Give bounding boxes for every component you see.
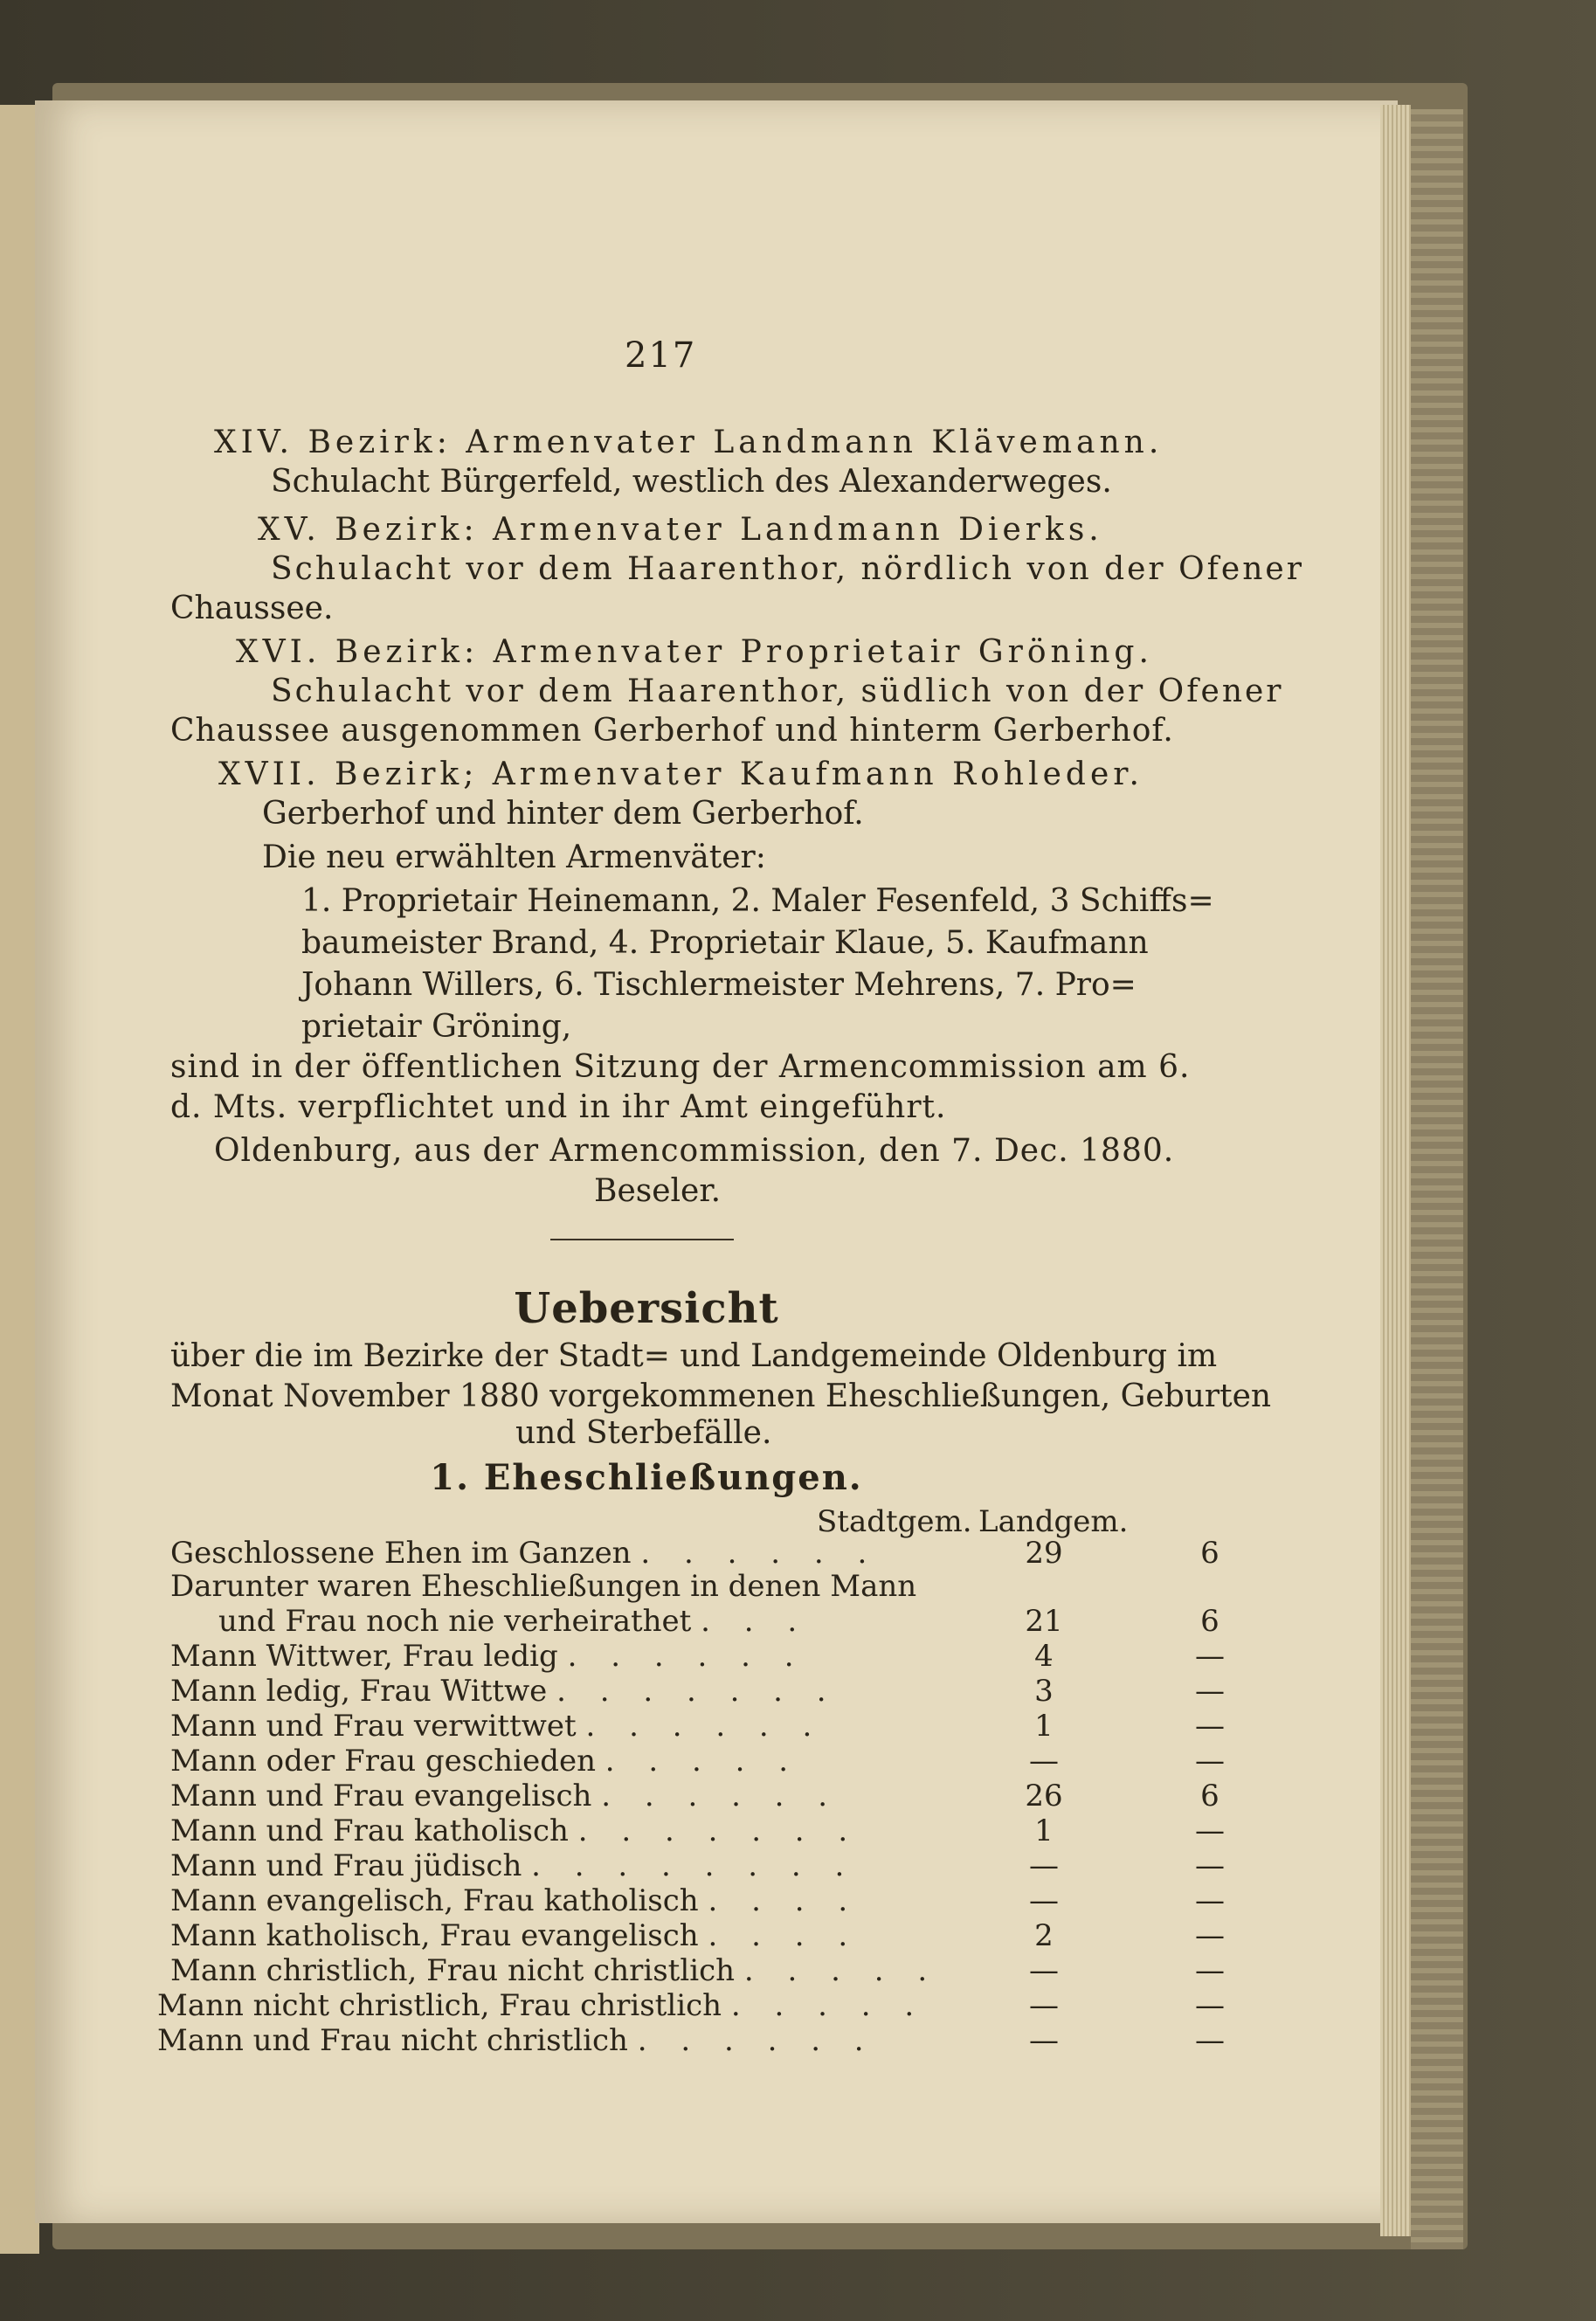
- table-row: [170, 1709, 1393, 1744]
- table-row: [170, 1918, 1393, 1953]
- leader-dots: . . . . . . .: [556, 1674, 839, 1709]
- cell-land: 6: [1200, 1536, 1219, 1571]
- row-label: Geschlossene Ehen im Ganzen: [170, 1536, 632, 1571]
- cell-land: —: [1195, 1744, 1225, 1779]
- new-elected-line: Johann Willers, 6. Tischlermeister Mehrens, 7. Pro=: [301, 967, 1137, 1003]
- cell-land: —: [1195, 1813, 1225, 1848]
- cell-stadt: 26: [1025, 1779, 1063, 1813]
- section-divider: [550, 1239, 734, 1240]
- cell-stadt: 1: [1034, 1813, 1054, 1848]
- district-16-body: Schulacht vor dem Haarenthor, südlich von der Ofener: [271, 674, 1284, 709]
- cell-stadt: —: [1029, 1988, 1059, 2023]
- cell-land: 6: [1200, 1779, 1219, 1813]
- cell-stadt: —: [1029, 1883, 1059, 1918]
- row-label: Mann und Frau katholisch: [170, 1813, 569, 1848]
- table-row: [157, 2023, 1380, 2058]
- district-14-body: Schulacht Bürgerfeld, westlich des Alexanderweges.: [271, 464, 1112, 500]
- cell-stadt: 2: [1034, 1918, 1054, 1953]
- cell-land: —: [1195, 1988, 1225, 2023]
- leader-dots: . . . . . .: [567, 1639, 806, 1674]
- table-row: [170, 1883, 1393, 1918]
- leader-dots: . . . . .: [605, 1744, 801, 1779]
- cell-stadt: —: [1029, 1744, 1059, 1779]
- row-label: Mann evangelisch, Frau katholisch: [170, 1883, 699, 1918]
- cell-land: —: [1195, 1674, 1225, 1709]
- row-label: Darunter waren Eheschließungen in denen Mann: [170, 1569, 917, 1604]
- overview-subtitle-line: Monat November 1880 vorgekommenen Eheschließungen, Geburten: [170, 1378, 1272, 1414]
- leader-dots: . . . . . .: [637, 2023, 876, 2058]
- cell-land: —: [1195, 1953, 1225, 1988]
- leader-dots: . . . . .: [730, 1988, 927, 2023]
- new-elected-heading: Die neu erwählten Armenväter:: [262, 839, 766, 875]
- row-label: Mann ledig, Frau Wittwe: [170, 1674, 548, 1709]
- signature-name: Beseler.: [594, 1173, 722, 1209]
- closing-line: sind in der öffentlichen Sitzung der Armencommission am 6.: [170, 1049, 1191, 1085]
- closing-line: d. Mts. verpflichtet und in ihr Amt eingeführt.: [170, 1089, 947, 1125]
- cell-stadt: 3: [1034, 1674, 1054, 1709]
- leader-dots: . . . . . .: [640, 1536, 880, 1571]
- table-row: [170, 1744, 1393, 1779]
- page-number: 217: [625, 335, 697, 376]
- cell-stadt: —: [1029, 1848, 1059, 1883]
- cell-stadt: —: [1029, 2023, 1059, 2058]
- table-row: [170, 1604, 1393, 1639]
- leader-dots: . . . . . . .: [577, 1813, 860, 1848]
- district-15-body: Schulacht vor dem Haarenthor, nördlich von der Ofener: [271, 551, 1304, 587]
- signature-place-date: Oldenburg, aus der Armencommission, den 7. Dec. 1880.: [214, 1133, 1175, 1169]
- column-header-landgem: Landgem.: [978, 1504, 1129, 1539]
- district-15-body-cont: Chaussee.: [170, 591, 334, 626]
- cell-land: —: [1195, 1883, 1225, 1918]
- row-label: und Frau noch nie verheirathet: [218, 1604, 692, 1639]
- new-elected-line: 1. Proprietair Heinemann, 2. Maler Fesenfeld, 3 Schiffs=: [301, 883, 1214, 919]
- leader-dots: . . . . . .: [601, 1779, 840, 1813]
- row-label: Mann nicht christlich, Frau christlich: [157, 1988, 722, 2023]
- column-header-stadtgem: Stadtgem.: [817, 1504, 972, 1539]
- table-row: [170, 1848, 1393, 1883]
- overview-subtitle-line: über die im Bezirke der Stadt= und Landgemeinde Oldenburg im: [170, 1338, 1218, 1374]
- cell-land: —: [1195, 2023, 1225, 2058]
- row-label: Mann und Frau verwittwet: [170, 1709, 577, 1744]
- leader-dots: . . . . .: [743, 1953, 940, 1988]
- row-label: Mann christlich, Frau nicht christlich: [170, 1953, 736, 1988]
- cell-land: —: [1195, 1848, 1225, 1883]
- table-row: [157, 1988, 1380, 2023]
- leader-dots: . . .: [701, 1604, 810, 1639]
- district-16-body-cont: Chaussee ausgenommen Gerberhof und hinterm Gerberhof.: [170, 713, 1174, 749]
- cell-land: —: [1195, 1639, 1225, 1674]
- section-heading: 1. Eheschließungen.: [430, 1457, 863, 1498]
- cell-land: —: [1195, 1709, 1225, 1744]
- table-row: [170, 1569, 1393, 1604]
- row-label: Mann und Frau jüdisch: [170, 1848, 522, 1883]
- row-label: Mann und Frau nicht christlich: [157, 2023, 628, 2058]
- district-17-body: Gerberhof und hinter dem Gerberhof.: [262, 796, 864, 832]
- row-label: Mann Wittwer, Frau ledig: [170, 1639, 558, 1674]
- row-label: Mann und Frau evangelisch: [170, 1779, 592, 1813]
- cell-stadt: —: [1029, 1953, 1059, 1988]
- cell-stadt: 21: [1025, 1604, 1063, 1639]
- row-label: Mann katholisch, Frau evangelisch: [170, 1918, 699, 1953]
- leader-dots: . . . .: [708, 1883, 860, 1918]
- overview-subtitle-line: und Sterbefälle.: [515, 1415, 772, 1451]
- table-row: [170, 1953, 1393, 1988]
- new-elected-line: prietair Gröning,: [301, 1009, 572, 1045]
- cell-stadt: 4: [1034, 1639, 1054, 1674]
- table-row: [170, 1639, 1393, 1674]
- book-spine: [1411, 109, 1463, 2249]
- row-label: Mann oder Frau geschieden: [170, 1744, 596, 1779]
- cell-land: —: [1195, 1918, 1225, 1953]
- new-elected-line: baumeister Brand, 4. Proprietair Klaue, 5. Kaufmann: [301, 925, 1149, 961]
- table-row: [170, 1536, 1393, 1571]
- cell-stadt: 1: [1034, 1709, 1054, 1744]
- facing-page-edge: [0, 105, 39, 2254]
- leader-dots: . . . . . . . .: [531, 1848, 857, 1883]
- district-17-heading: XVII. Bezirk; Armenvater Kaufmann Rohleder.: [218, 756, 1143, 792]
- table-row: [170, 1813, 1393, 1848]
- district-16-heading: XVI. Bezirk: Armenvater Proprietair Gröning.: [236, 634, 1153, 670]
- cell-stadt: 29: [1025, 1536, 1063, 1571]
- district-15-heading: XV. Bezirk: Armenvater Landmann Dierks.: [258, 512, 1103, 548]
- table-row: [170, 1779, 1393, 1813]
- cell-land: 6: [1200, 1604, 1219, 1639]
- leader-dots: . . . .: [708, 1918, 860, 1953]
- overview-title: Uebersicht: [514, 1284, 779, 1333]
- district-14-heading: XIV. Bezirk: Armenvater Landmann Klävemann.: [214, 425, 1164, 460]
- leader-dots: . . . . . .: [585, 1709, 825, 1744]
- table-row: [170, 1674, 1393, 1709]
